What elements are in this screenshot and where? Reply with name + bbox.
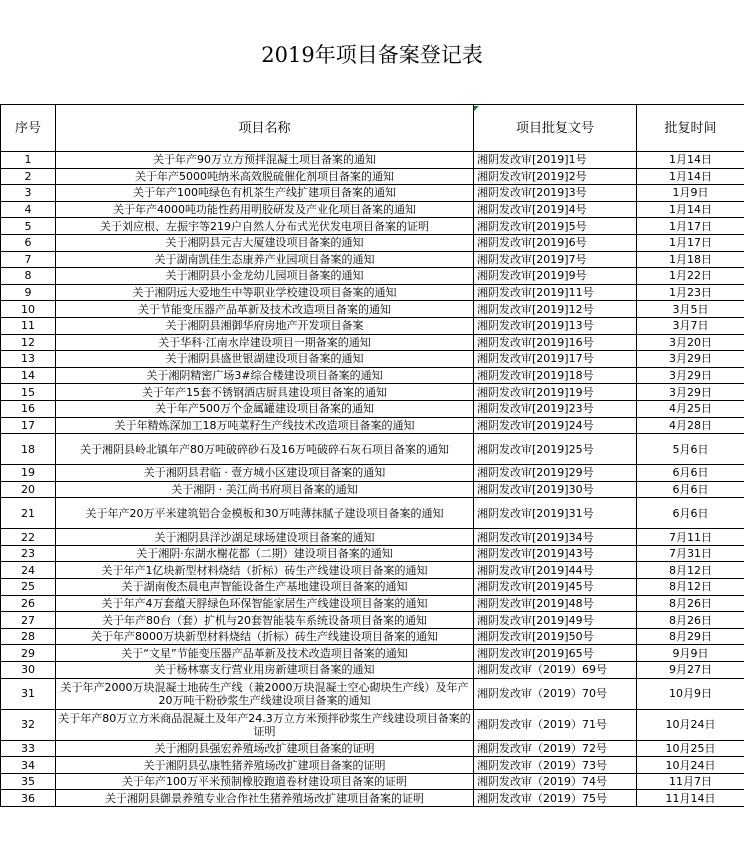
- cell-project-name[interactable]: 关于湖南俊杰晨电声智能设备生产基地建设项目备案的通知: [56, 579, 474, 596]
- cell-doc-number[interactable]: 湘阴发改审[2019]34号: [474, 529, 637, 546]
- cell-project-name[interactable]: 关于湘阴县岭北镇年产80万吨破碎砂石及16万吨破碎石灰石项目备案的通知: [56, 434, 474, 465]
- cell-no[interactable]: 19: [1, 465, 56, 482]
- cell-approval-date[interactable]: 8月12日: [637, 579, 744, 596]
- cell-approval-date[interactable]: 10月9日: [637, 678, 744, 709]
- table-row: [1, 757, 744, 774]
- table-row: [1, 268, 744, 285]
- cell-no[interactable]: 15: [1, 384, 56, 401]
- cell-no[interactable]: 10: [1, 301, 56, 318]
- cell-project-name[interactable]: 关于年产4万套蕴天脬绿色环保智能家居生产线建设项目备案的通知: [56, 595, 474, 612]
- cell-doc-number[interactable]: 湘阴发改审（2019）73号: [474, 757, 637, 774]
- cell-project-name[interactable]: 关于年产5000吨纳米高效脱硫催化剂项目备案的通知: [56, 168, 474, 185]
- cell-no[interactable]: 17: [1, 417, 56, 434]
- table-row: [1, 529, 744, 546]
- cell-approval-date[interactable]: 10月24日: [637, 709, 744, 740]
- cell-project-name[interactable]: 关于年产80万立方米商品混凝土及年产24.3万立方米预拌砂浆生产线建设项目备案的证明: [56, 709, 474, 740]
- cell-approval-date[interactable]: 8月26日: [637, 595, 744, 612]
- cell-approval-date[interactable]: 3月7日: [637, 317, 744, 334]
- cell-no[interactable]: 18: [1, 434, 56, 465]
- table-row: [1, 301, 744, 318]
- cell-project-name[interactable]: 关于华科·江南水岸建设项目一期备案的通知: [56, 334, 474, 351]
- table-row: [1, 400, 744, 417]
- cell-doc-number[interactable]: 湘阴发改审[2019]31号: [474, 498, 637, 529]
- cell-doc-number[interactable]: 湘阴发改审（2019）72号: [474, 740, 637, 757]
- cell-doc-number[interactable]: 湘阴发改审[2019]1号: [474, 152, 637, 169]
- table-row: [1, 201, 744, 218]
- cell-no[interactable]: 27: [1, 612, 56, 629]
- cell-approval-date[interactable]: 8月26日: [637, 612, 744, 629]
- cell-approval-date[interactable]: 9月9日: [637, 645, 744, 662]
- table-row: [1, 317, 744, 334]
- table-row: [1, 498, 744, 529]
- cell-approval-date[interactable]: 3月29日: [637, 367, 744, 384]
- cell-doc-number[interactable]: 湘阴发改审[2019]30号: [474, 481, 637, 498]
- cell-no[interactable]: 22: [1, 529, 56, 546]
- cell-approval-date[interactable]: 1月14日: [637, 168, 744, 185]
- cell-approval-date[interactable]: 1月14日: [637, 201, 744, 218]
- cell-doc-number[interactable]: 湘阴发改审[2019]25号: [474, 434, 637, 465]
- cell-approval-date[interactable]: 8月29日: [637, 628, 744, 645]
- cell-no[interactable]: 13: [1, 351, 56, 368]
- cell-doc-number[interactable]: 湘阴发改审[2019]11号: [474, 284, 637, 301]
- cell-no[interactable]: 5: [1, 218, 56, 235]
- cell-project-name[interactable]: 关于年产4000吨功能性药用明胶研发及产业化项目备案的通知: [56, 201, 474, 218]
- cell-project-name[interactable]: 关于刘应根、左振宇等219户自然人分布式光伏发电项目备案的证明: [56, 218, 474, 235]
- table-row: [1, 628, 744, 645]
- cell-project-name[interactable]: 关于湘阴远大爱地生中等职业学校建设项目备案的通知: [56, 284, 474, 301]
- table-row: [1, 740, 744, 757]
- cell-doc-number[interactable]: 湘阴发改审[2019]7号: [474, 251, 637, 268]
- cell-approval-date[interactable]: 1月22日: [637, 268, 744, 285]
- cell-approval-date[interactable]: 7月11日: [637, 529, 744, 546]
- cell-no[interactable]: 7: [1, 251, 56, 268]
- cell-no[interactable]: 28: [1, 628, 56, 645]
- cell-approval-date[interactable]: 7月31日: [637, 545, 744, 562]
- cell-approval-date[interactable]: 5月6日: [637, 434, 744, 465]
- cell-project-name[interactable]: 关于年产2000万块混凝土地砖生产线（兼2000万块混凝土空心砌块生产线）及年产20万吨干粉砂浆生产线建设项目备案的通知: [56, 678, 474, 709]
- cell-project-name[interactable]: 关于年产500万个金属罐建设项目备案的通知: [56, 400, 474, 417]
- cell-no[interactable]: 31: [1, 678, 56, 709]
- cell-project-name[interactable]: 关于年产100万平米预制橡胶跑道卷材建设项目备案的证明: [56, 773, 474, 790]
- cell-project-name[interactable]: 关于湘阴精密广场3#综合楼建设项目备案的通知: [56, 367, 474, 384]
- cell-approval-date[interactable]: 1月17日: [637, 218, 744, 235]
- cell-no[interactable]: 12: [1, 334, 56, 351]
- cell-no[interactable]: 25: [1, 579, 56, 596]
- table-row: [1, 465, 744, 482]
- cell-doc-number[interactable]: 湘阴发改审（2019）70号: [474, 678, 637, 709]
- cell-approval-date[interactable]: 6月6日: [637, 465, 744, 482]
- cell-project-name[interactable]: 关于年产100吨绿色有机茶生产线扩建项目备案的通知: [56, 185, 474, 202]
- cell-project-name[interactable]: 关于湘阴县弘康牲猪养殖场改扩建项目备案的证明: [56, 757, 474, 774]
- cell-project-name[interactable]: 关于年精炼深加工18万吨菜籽生产线技术改造项目备案的通知: [56, 417, 474, 434]
- cell-no[interactable]: 32: [1, 709, 56, 740]
- table-row: [1, 251, 744, 268]
- table-row: [1, 367, 744, 384]
- cell-doc-number[interactable]: 湘阴发改审（2019）69号: [474, 662, 637, 679]
- table-row: [1, 351, 744, 368]
- cell-doc-number[interactable]: 湘阴发改审[2019]44号: [474, 562, 637, 579]
- title-row: [0, 0, 744, 105]
- cell-doc-number[interactable]: 湘阴发改审[2019]17号: [474, 351, 637, 368]
- cell-project-name[interactable]: 关于年产15套不锈钢酒店厨具建设项目备案的通知: [56, 384, 474, 401]
- cell-project-name[interactable]: 关于湘阴县小金龙幼儿园项目备案的通知: [56, 268, 474, 285]
- cell-doc-number[interactable]: 湘阴发改审（2019）74号: [474, 773, 637, 790]
- header-date[interactable]: 批复时间: [637, 105, 744, 152]
- cell-doc-number[interactable]: 湘阴发改审[2019]16号: [474, 334, 637, 351]
- cell-doc-number[interactable]: 湘阴发改审[2019]4号: [474, 201, 637, 218]
- cell-approval-date[interactable]: 10月25日: [637, 740, 744, 757]
- cell-doc-number[interactable]: 湘阴发改审（2019）71号: [474, 709, 637, 740]
- cell-approval-date[interactable]: 3月29日: [637, 351, 744, 368]
- cell-approval-date[interactable]: 1月14日: [637, 152, 744, 169]
- cell-no[interactable]: 24: [1, 562, 56, 579]
- project-table: [0, 104, 744, 807]
- table-row: [1, 218, 744, 235]
- header-no[interactable]: 序号: [1, 105, 56, 152]
- cell-no[interactable]: 2: [1, 168, 56, 185]
- cell-approval-date[interactable]: 1月18日: [637, 251, 744, 268]
- cell-project-name[interactable]: 关于节能变压器产品革新及技术改造项目备案的通知: [56, 301, 474, 318]
- cell-no[interactable]: 20: [1, 481, 56, 498]
- cell-doc-number[interactable]: 湘阴发改审[2019]12号: [474, 301, 637, 318]
- cell-approval-date[interactable]: 6月6日: [637, 498, 744, 529]
- cell-approval-date[interactable]: 11月14日: [637, 790, 744, 807]
- cell-doc-number[interactable]: 湘阴发改审[2019]3号: [474, 185, 637, 202]
- cell-no[interactable]: 33: [1, 740, 56, 757]
- cell-approval-date[interactable]: 11月7日: [637, 773, 744, 790]
- cell-doc-number[interactable]: 湘阴发改审[2019]9号: [474, 268, 637, 285]
- cell-no[interactable]: 26: [1, 595, 56, 612]
- cell-approval-date[interactable]: 3月29日: [637, 384, 744, 401]
- cell-project-name[interactable]: 关于湘阴县君临 · 壹方城小区建设项目备案的通知: [56, 465, 474, 482]
- table-row: [1, 790, 744, 807]
- table-row: [1, 662, 744, 679]
- cell-no[interactable]: 1: [1, 152, 56, 169]
- table-row: [1, 152, 744, 169]
- cell-doc-number[interactable]: 湘阴发改审[2019]19号: [474, 384, 637, 401]
- cell-doc-number[interactable]: 湘阴发改审[2019]6号: [474, 234, 637, 251]
- table-row: [1, 334, 744, 351]
- cell-project-name[interactable]: 关于年产20万平米建筑铝合金模板和30万吨薄抹腻子建设项目备案的通知: [56, 498, 474, 529]
- cell-doc-number[interactable]: 湘阴发改审[2019]23号: [474, 400, 637, 417]
- cell-doc-number[interactable]: 湘阴发改审[2019]5号: [474, 218, 637, 235]
- cell-comment-marker: [474, 106, 479, 111]
- table-row: [1, 481, 744, 498]
- cell-no[interactable]: 3: [1, 185, 56, 202]
- table-row: [1, 434, 744, 465]
- table-row: [1, 384, 744, 401]
- cell-project-name[interactable]: 关于湘阴县御景养殖专业合作社生猪养殖场改扩建项目备案的证明: [56, 790, 474, 807]
- header-doc[interactable]: 项目批复文号: [474, 105, 637, 152]
- cell-project-name[interactable]: 关于年产90万立方预拌混凝土项目备案的通知: [56, 152, 474, 169]
- cell-approval-date[interactable]: 8月12日: [637, 562, 744, 579]
- page-title: 2019年项目备案登记表: [261, 43, 483, 67]
- cell-doc-number[interactable]: 湘阴发改审[2019]49号: [474, 612, 637, 629]
- cell-project-name[interactable]: 关于湘阴县元吉大厦建设项目备案的通知: [56, 234, 474, 251]
- table-row: [1, 579, 744, 596]
- cell-approval-date[interactable]: 3月20日: [637, 334, 744, 351]
- cell-no[interactable]: 30: [1, 662, 56, 679]
- cell-approval-date[interactable]: 1月9日: [637, 185, 744, 202]
- cell-doc-number[interactable]: 湘阴发改审[2019]48号: [474, 595, 637, 612]
- cell-project-name[interactable]: 关于湘阴县盛世银湖建设项目备案的通知: [56, 351, 474, 368]
- table-row: [1, 234, 744, 251]
- table-row: [1, 678, 744, 709]
- table-row: [1, 284, 744, 301]
- cell-approval-date[interactable]: 1月23日: [637, 284, 744, 301]
- cell-approval-date[interactable]: 3月5日: [637, 301, 744, 318]
- cell-approval-date[interactable]: 4月28日: [637, 417, 744, 434]
- cell-doc-number[interactable]: 湘阴发改审[2019]13号: [474, 317, 637, 334]
- cell-doc-number[interactable]: 湘阴发改审[2019]45号: [474, 579, 637, 596]
- cell-no[interactable]: 21: [1, 498, 56, 529]
- cell-project-name[interactable]: 关于湘阴县强宏养殖场改扩建项目备案的证明: [56, 740, 474, 757]
- cell-no[interactable]: 8: [1, 268, 56, 285]
- cell-approval-date[interactable]: 10月24日: [637, 757, 744, 774]
- cell-doc-number[interactable]: 湘阴发改审（2019）75号: [474, 790, 637, 807]
- table-row: [1, 168, 744, 185]
- table-row: [1, 185, 744, 202]
- cell-no[interactable]: 4: [1, 201, 56, 218]
- table-row: [1, 645, 744, 662]
- cell-approval-date[interactable]: 9月27日: [637, 662, 744, 679]
- cell-doc-number[interactable]: 湘阴发改审[2019]43号: [474, 545, 637, 562]
- cell-no[interactable]: 16: [1, 400, 56, 417]
- cell-approval-date[interactable]: 6月6日: [637, 481, 744, 498]
- cell-doc-number[interactable]: 湘阴发改审[2019]50号: [474, 628, 637, 645]
- cell-approval-date[interactable]: 4月25日: [637, 400, 744, 417]
- table-body: [1, 152, 744, 807]
- header-name[interactable]: 项目名称: [56, 105, 474, 152]
- table-row: [1, 545, 744, 562]
- cell-no[interactable]: 6: [1, 234, 56, 251]
- cell-project-name[interactable]: 关于年产1亿块新型材料烧结（折标）砖生产线建设项目备案的通知: [56, 562, 474, 579]
- header-row: [1, 105, 744, 152]
- cell-approval-date[interactable]: 1月17日: [637, 234, 744, 251]
- cell-no[interactable]: 9: [1, 284, 56, 301]
- cell-no[interactable]: 35: [1, 773, 56, 790]
- cell-project-name[interactable]: 关于湘阴 · 美江尚书府项目备案的通知: [56, 481, 474, 498]
- cell-doc-number[interactable]: 湘阴发改审[2019]65号: [474, 645, 637, 662]
- cell-no[interactable]: 14: [1, 367, 56, 384]
- cell-project-name[interactable]: 关于年产8000万块新型材料烧结（折标）砖生产线建设项目备案的通知: [56, 628, 474, 645]
- table-row: [1, 417, 744, 434]
- table-row: [1, 562, 744, 579]
- cell-doc-number[interactable]: 湘阴发改审[2019]18号: [474, 367, 637, 384]
- cell-no[interactable]: 11: [1, 317, 56, 334]
- cell-project-name[interactable]: 关于杨林寨支行营业用房新建项目备案的通知: [56, 662, 474, 679]
- cell-project-name[interactable]: 关于湘阴县洋沙湖足球场建设项目备案的通知: [56, 529, 474, 546]
- table-row: [1, 773, 744, 790]
- cell-doc-number[interactable]: 湘阴发改审[2019]24号: [474, 417, 637, 434]
- table-row: [1, 595, 744, 612]
- cell-doc-number[interactable]: 湘阴发改审[2019]29号: [474, 465, 637, 482]
- table-row: [1, 709, 744, 740]
- cell-no[interactable]: 29: [1, 645, 56, 662]
- cell-project-name[interactable]: 关于湖南凯佳生态康养产业园项目备案的通知: [56, 251, 474, 268]
- cell-doc-number[interactable]: 湘阴发改审[2019]2号: [474, 168, 637, 185]
- cell-no[interactable]: 34: [1, 757, 56, 774]
- table-row: [1, 612, 744, 629]
- cell-project-name[interactable]: 关于“文星”节能变压器产品革新及技术改造项目备案的通知: [56, 645, 474, 662]
- cell-project-name[interactable]: 关于湘阴·东湖水榭花都（二期）建设项目备案的通知: [56, 545, 474, 562]
- cell-no[interactable]: 36: [1, 790, 56, 807]
- cell-project-name[interactable]: 关于年产80台（套）扩机与20套智能装车系统设备项目备案的通知: [56, 612, 474, 629]
- cell-no[interactable]: 23: [1, 545, 56, 562]
- cell-project-name[interactable]: 关于湘阴县湘御华府房地产开发项目备案: [56, 317, 474, 334]
